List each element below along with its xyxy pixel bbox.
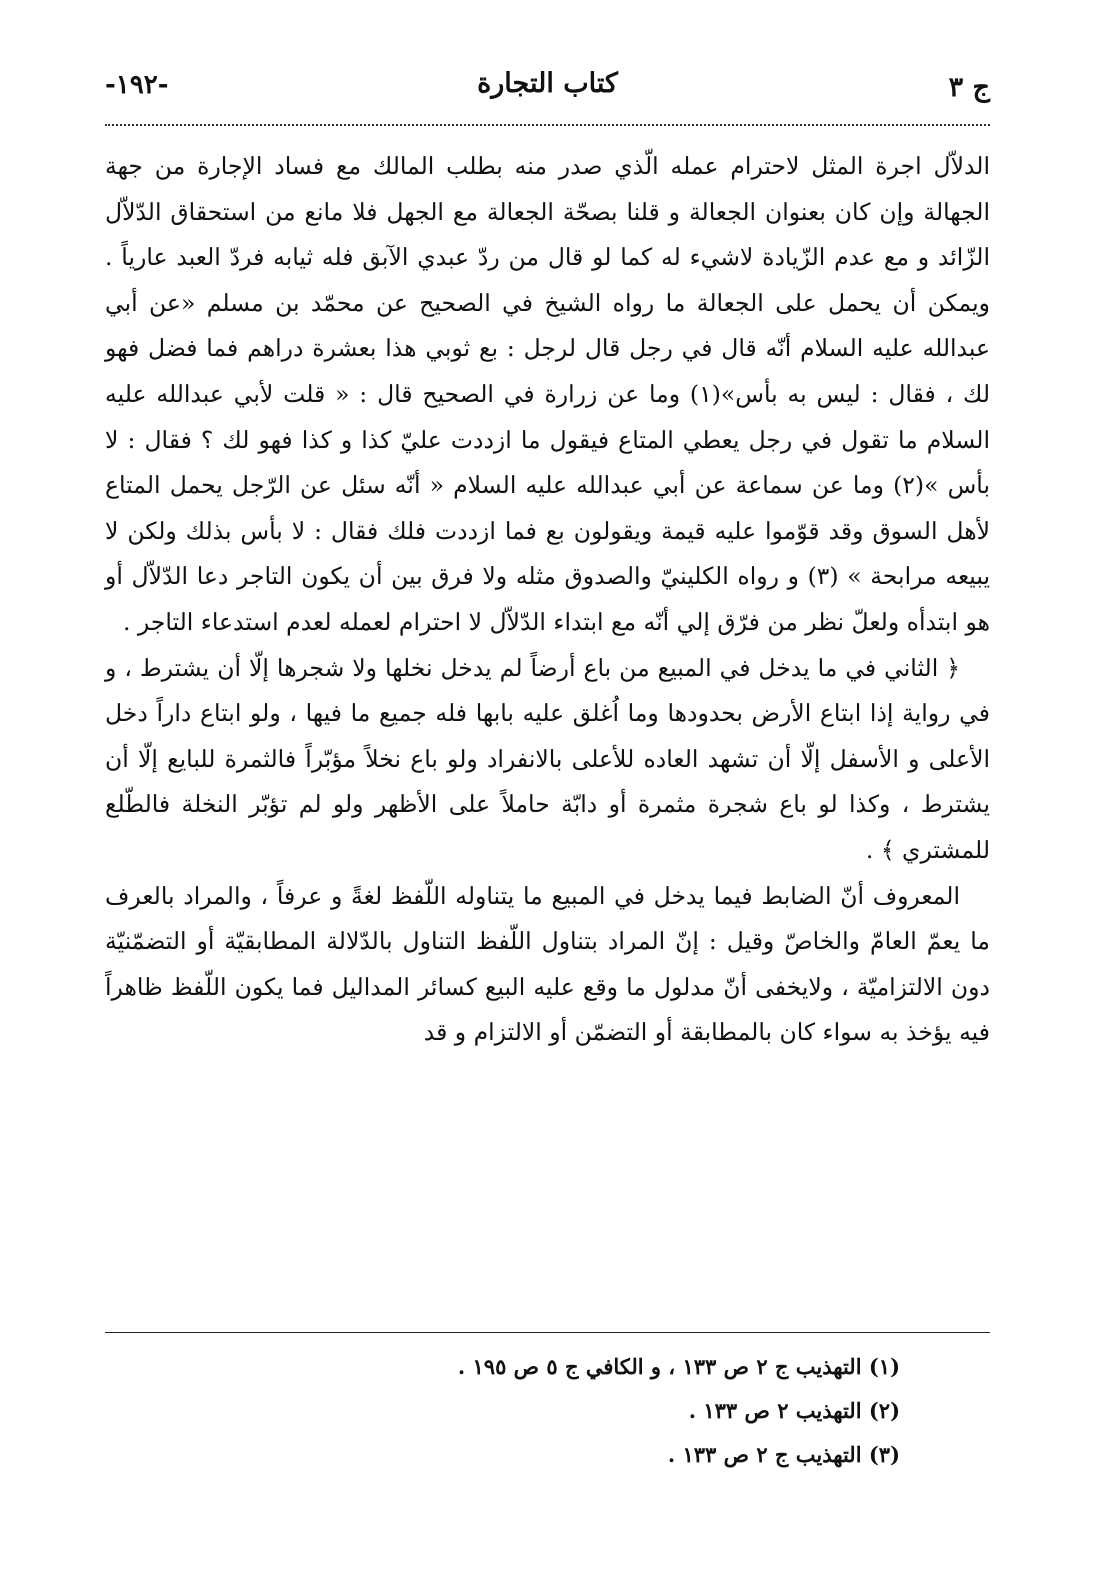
footnotes: [105, 1345, 900, 1477]
volume-label: ج ٣: [948, 72, 990, 103]
paragraph-2: ﴿ الثاني في ما يدخل في المبيع من باع أرضاً لم يدخل نخلها ولا شجرها إلّا أن يشترط ، و في رواية إذا ابتاع الأرض بحدودها وما اُغلق عليه بابها فله جميع ما فيها ، ولو ابتاع داراً دخل الأعلى و الأسفل إلّا أن تشهد العاده للأعلى بالانفراد ولو باع نخلاً مؤبّراً فالثمرة للبايع إلّا أن يشترط ، وكذا لو باع شجرة مثمرة أو دابّة حاملاً على الأظهر ولو لم تؤبّر النخلة فالطّلع للمشتري ﴾ .: [105, 653, 990, 864]
footnote-2: (٢) التهذيب ٢ ص ١٣٣ .: [688, 1398, 900, 1423]
header-divider: [105, 124, 990, 126]
paragraph-1: الدلاّل اجرة المثل لاحترام عمله الّذي صدر منه بطلب المالك مع فساد الإجارة من جهة الجهالة وإن كان بعنوان الجعالة و قلنا بصحّة الجعالة مع الجهل فلا مانع من استحقاق الدّلاّل الزّائد و مع عدم الزّيادة لاشيء له كما لو قال من ردّ عبدي الآبق فله ثيابه فردّ العبد عارياً . ويمكن أن يحمل على الجعالة ما رواه الشيخ في الصحيح عن محمّد بن مسلم «عن أبي عبدالله عليه السلام أنّه قال في رجل قال لرجل : بع ثوبي هذا بعشرة دراهم فما فضل فهو لك ، فقال : ليس به بأس»(١) وما عن زرارة في الصحيح قال : « قلت لأبي عبدالله عليه السلام ما تقول في رجل يعطي المتاع فيقول ما ازددت عليّ كذا و كذا فهو لك ؟ فقال : لا بأس »(٢) وما عن سماعة عن أبي عبدالله عليه السلام « أنّه سئل عن الرّجل يحمل المتاع لأهل السوق وقد قوّموا عليه قيمة ويقولون بع فما ازددت فلك فقال : لا بأس بذلك ولكن لا يبيعه مرابحة » (٣) و رواه الكلينيّ والصدوق مثله ولا فرق بين أن يكون التاجر دعا الدّلاّل أو هو ابتدأه ولعلّ نظر من فرّق إلي أنّه مع ابتداء الدّلاّل لا احترام لعمله لعدم استدعاء التاجر .: [105, 152, 991, 636]
footnote-1: (١) التهذيب ج ٢ ص ١٣٣ ، و الكافي ج ٥ ص ١٩٥ .: [457, 1354, 900, 1379]
main-text: [105, 144, 990, 1056]
footnote-divider: [105, 1332, 990, 1333]
footnote-3: (٣) التهذيب ج ٢ ص ١٣٣ .: [667, 1442, 900, 1467]
page-header: [105, 60, 990, 120]
paragraph-3: المعروف أنّ الضابط فيما يدخل في المبيع ما يتناوله اللّفظ لغةً و عرفاً ، والمراد بالعرف ما يعمّ العامّ والخاصّ وقيل : إنّ المراد بتناول اللّفظ التناول بالدّلالة المطابقيّة أو التضمّنيّة دون الالتزاميّة ، ولايخفى أنّ مدلول ما وقع عليه البيع كسائر المداليل فما يكون اللّفظ ظاهراً فيه يؤخذ به سواء كان بالمطابقة أو التضمّن أو الالتزام و قد: [105, 881, 990, 1047]
page-number: -١٩٢-: [105, 70, 169, 100]
document-page: [105, 60, 990, 1560]
running-title: كتاب التجارة: [477, 68, 618, 99]
